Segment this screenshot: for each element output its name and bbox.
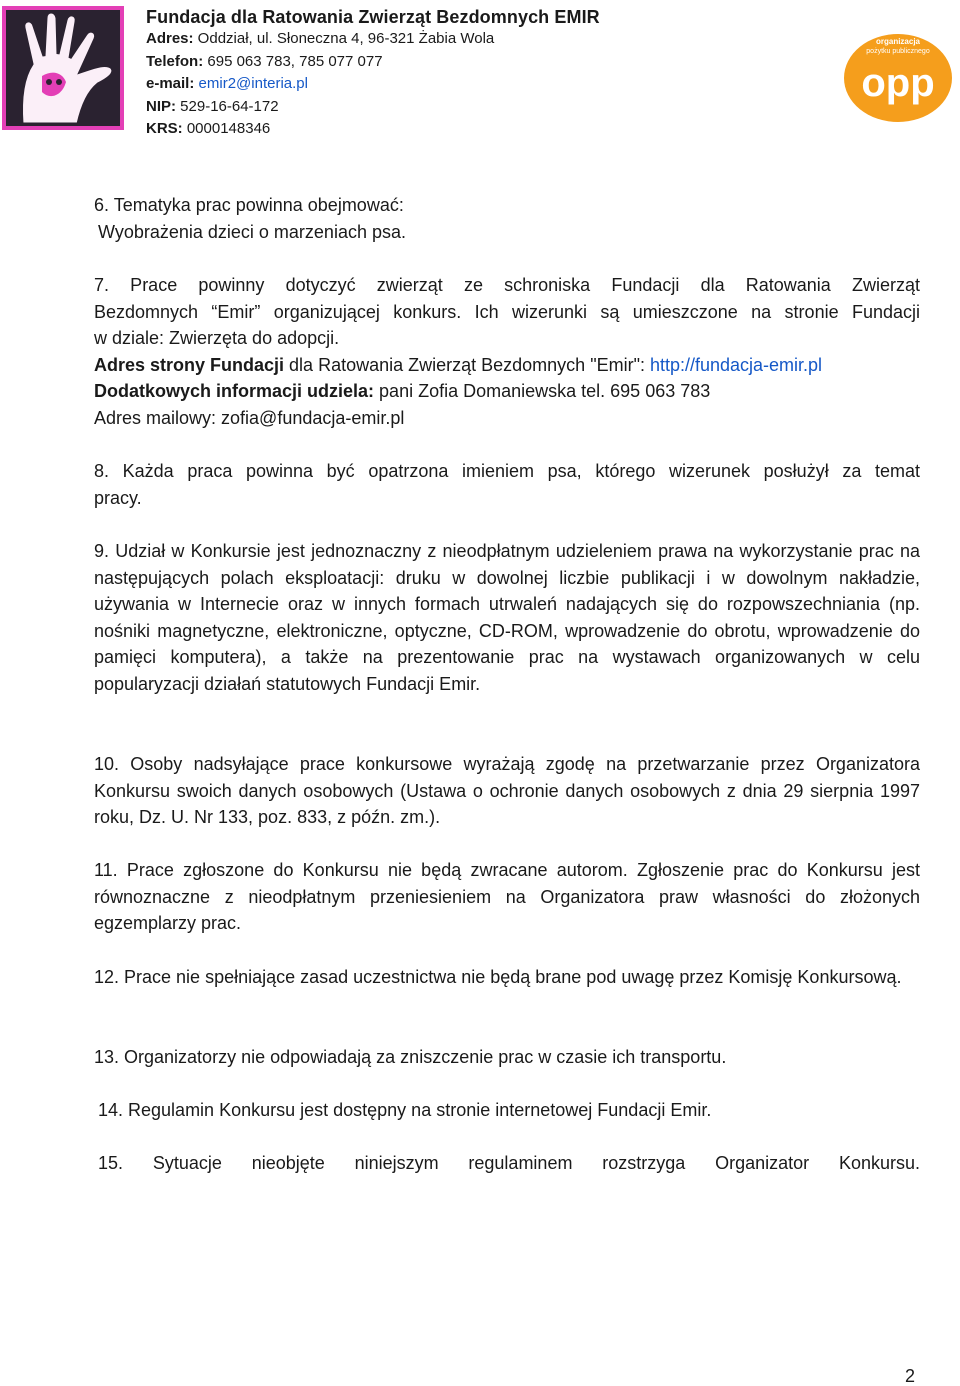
item-8-line-2: pracy. [94,487,142,508]
organization-name: Fundacja dla Ratowania Zwierząt Bezdomnych EMIR [146,7,600,27]
address-value: Oddział, ul. Słoneczna 4, 96-321 Żabia Wola [193,30,495,47]
letterhead [146,6,806,141]
item-6-text: Wyobrażenia dzieci o marzeniach psa. [98,221,406,242]
item-15 [98,1150,920,1177]
opp-badge-icon [842,30,954,124]
krs-line [146,118,806,141]
phone-value: 695 063 783, 785 077 077 [203,52,383,70]
item-14-text: 14. Regulamin Konkursu jest dostępny na stronie internetowej Fundacji Emir. [98,1100,712,1120]
item-12 [94,964,920,991]
krs-value: 0000148346 [182,120,271,137]
item-7-line-2: Bezdomnych “Emir” organizującej konkurs. Ich wizerunki są umieszczone na stronie Fundacji [94,301,920,322]
item-9 [94,538,920,698]
item-8-line-1: 8. Każda praca powinna być opatrzona imieniem psa, którego wizerunek posłużył za temat [94,461,920,481]
item-13 [94,1044,920,1071]
phone-label: Telefon: [146,52,204,70]
item-8 [94,458,920,511]
hand-print-icon [2,6,124,130]
item-15-text: 15. Sytuacje nieobjęte niniejszym regulaminem rozstrzyga Organizator Konkursu. [98,1153,920,1173]
email-link[interactable]: emir2@interia.pl [198,75,308,92]
svg-text:pożytku publicznego: pożytku publicznego [866,48,930,55]
nip-value: 529-16-64-172 [176,97,279,115]
phone-line [146,51,806,74]
svg-text:opp: opp [861,61,935,105]
opp-logo [842,30,954,124]
item-11-text: 11. Prace zgłoszone do Konkursu nie będą zwracane autorom. Zgłoszenie prac do Konkursu jest równoznaczne z nieodpłatnym przeniesieniem na Organizatora praw własności do złożonych egzemplarzy prac. [94,860,920,934]
item-7-line-3: w dziale: Zwierzęta do adopcji. [94,328,340,349]
item-7-info-line [94,378,920,405]
address-line [146,28,806,51]
item-12-text: 12. Prace nie spełniające zasad uczestnictwa nie będą brane pod uwagę przez Komisję Konkursową. [94,967,902,987]
foundation-logo [2,6,124,130]
item-11 [94,857,920,937]
item-6-title: 6. Tematyka prac powinna obejmować: [94,195,404,215]
email-line [146,73,806,96]
item-9-text: 9. Udział w Konkursie jest jednoznaczny z nieodpłatnym udzieleniem prawa na wykorzystanie prac na następujących polach eksploatacji: druku w dowolnej liczbie publikacji i w dowolnym nakładzie, używania w Internecie oraz w innych formach utrwaleń nadających się do rozpowszechniania (np. nośniki magnetyczne, elektroniczne, optyczne, CD-ROM, wprowadzenie do obrotu, wprowadzenie do pamięci komputera), a także na prezentowanie prac na wystawach organizowanych w celu popularyzacji działań statutowych Fundacji Emir. [94,541,920,694]
site-label: Adres strony Fundacji [94,354,285,375]
info-label: Dodatkowych informacji udziela: [94,381,375,402]
info-text: pani Zofia Domaniewska tel. 695 063 783 [374,381,711,402]
page-number: 2 [905,1366,916,1386]
address-label: Adres: [146,30,194,47]
item-7-site-line [94,352,920,379]
item-7-mail-line: Adres mailowy: zofia@fundacja-emir.pl [94,407,405,428]
item-10-text: 10. Osoby nadsyłające prace konkursowe wyrażają zgodę na przetwarzanie przez Organizatora Konkursu swoich danych osobowych (Ustawa o ochronie danych osobowych z dnia 29 sierpnia 1997 roku, Dz. U. Nr 133, poz. 833, z późn. zm.). [94,754,920,828]
email-label: e-mail: [146,75,195,92]
item-10 [94,751,920,831]
item-6 [94,192,920,245]
item-13-text: 13. Organizatorzy nie odpowiadają za zniszczenie prac w czasie ich transportu. [94,1047,727,1067]
krs-label: KRS: [146,120,183,137]
nip-label: NIP: [146,97,176,115]
item-7 [94,272,920,432]
nip-line [146,96,806,119]
site-text: dla Ratowania Zwierząt Bezdomnych "Emir": [284,354,650,375]
item-7-line-1: 7. Prace powinny dotyczyć zwierząt ze schroniska Fundacji dla Ratowania Zwierząt [94,275,920,295]
item-14 [98,1097,920,1124]
svg-text:organizacja: organizacja [875,37,921,46]
site-link[interactable]: http://fundacja-emir.pl [649,354,823,375]
